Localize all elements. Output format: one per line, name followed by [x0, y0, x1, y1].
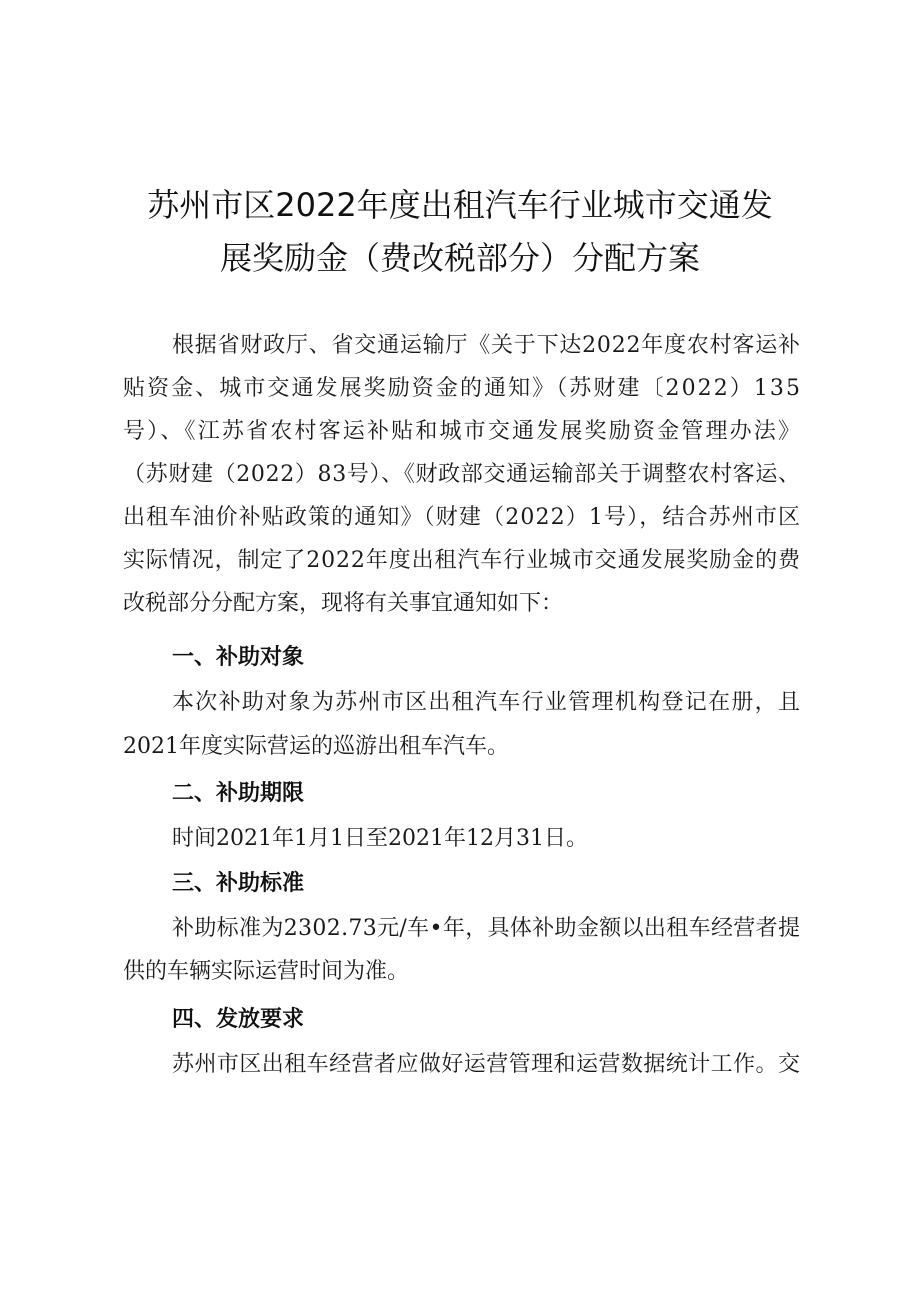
intro-line: （苏财建（2022）83号）、《财政部交通运输部关于调整农村客运、: [123, 462, 801, 487]
section-text-line: 补助标准为2302.73元/车•年，具体补助金额以出租车经营者提: [172, 916, 801, 941]
document-title-line-1: 苏州市区2022年度出租汽车行业城市交通发: [147, 186, 773, 224]
section-text-line: 本次补助对象为苏州市区出租汽车行业管理机构登记在册，且: [172, 690, 802, 715]
section-text-line: 2021年度实际营运的巡游出租车汽车。: [123, 734, 509, 759]
section-heading-subsidy-standard: 三、补助标准: [172, 871, 305, 896]
intro-line: 贴资金、城市交通发展奖励资金的通知》（苏财建〔2022）135: [123, 376, 803, 401]
intro-line: 改税部分分配方案，现将有关事宜通知如下：: [123, 591, 564, 616]
section-text-line: 苏州市区出租车经营者应做好运营管理和运营数据统计工作。交: [172, 1052, 801, 1077]
intro-line: 出租车油价补贴政策的通知》（财建（2022）1号），结合苏州市区: [123, 505, 802, 530]
document-title-line-2: 展奖励金（费改税部分）分配方案: [219, 239, 700, 277]
section-text-line: 供的车辆实际运营时间为准。: [123, 959, 410, 984]
section-heading-subsidy-target: 一、补助对象: [172, 645, 305, 670]
intro-line: 根据省财政厅、省交通运输厅《关于下达2022年度农村客运补: [172, 333, 801, 358]
intro-line: 号）、《江苏省农村客运补贴和城市交通发展奖励资金管理办法》: [123, 419, 803, 444]
section-text-line: 时间2021年1月1日至2021年12月31日。: [172, 826, 588, 851]
section-heading-subsidy-period: 二、补助期限: [172, 781, 305, 806]
intro-line: 实际情况，制定了2022年度出租汽车行业城市交通发展奖励金的费: [123, 548, 801, 573]
section-heading-distribution-requirements: 四、发放要求: [172, 1007, 305, 1032]
